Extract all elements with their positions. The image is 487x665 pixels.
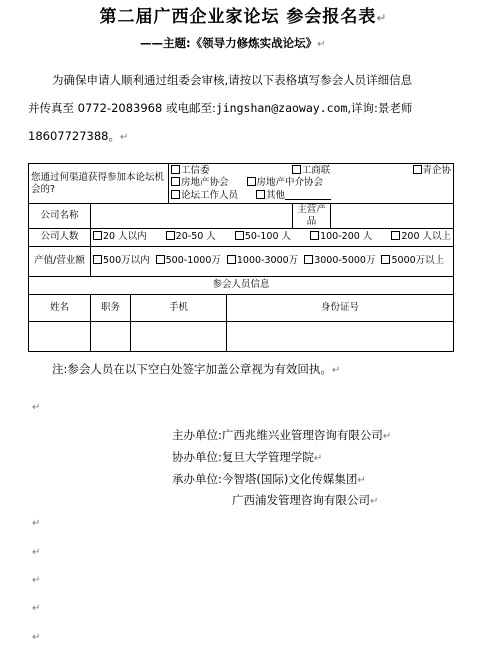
headcount-options-cell xyxy=(91,228,454,246)
attendee-entry-row xyxy=(29,321,454,351)
host-name: 广西兆维兴业管理咨询有限公司 xyxy=(221,428,383,442)
paragraph-mark-icon: ↵ xyxy=(331,365,341,376)
column-phone-header: 手机 xyxy=(131,294,227,321)
channel-option[interactable] xyxy=(171,165,210,177)
phone-entry-cell[interactable] xyxy=(131,321,227,351)
intro-fax-text: 并传真至 0772-2083968 或电邮至: xyxy=(28,101,216,115)
option-label: 3000-5000万 xyxy=(314,254,376,266)
intro-phone: 18607727388。 xyxy=(28,129,120,143)
blank-line-mark: ↵ xyxy=(32,547,41,558)
checkbox-icon xyxy=(227,255,236,264)
paragraph-mark-icon: ↵ xyxy=(357,475,366,486)
checkbox-icon xyxy=(391,231,400,240)
main-products-label: 主营产品 xyxy=(293,204,331,229)
channel-option[interactable] xyxy=(171,177,229,189)
headcount-option[interactable] xyxy=(166,231,216,243)
revenue-option[interactable] xyxy=(381,255,444,268)
paragraph-mark-icon: ↵ xyxy=(382,431,392,442)
checkbox-icon xyxy=(292,165,301,174)
channel-options-cell xyxy=(169,164,454,204)
attendee-header-row xyxy=(29,294,454,321)
undertake-name-2: 广西浦发管理咨询有限公司 xyxy=(232,493,370,507)
company-name-field[interactable] xyxy=(91,204,293,229)
channel-option-other[interactable] xyxy=(256,190,331,202)
document-subtitle xyxy=(140,35,326,51)
option-label: 200 人以上 xyxy=(401,231,452,243)
intro-line-3 xyxy=(28,128,128,144)
headcount-option[interactable] xyxy=(391,231,451,243)
co-label: 协办单位: xyxy=(172,450,222,464)
revenue-option[interactable] xyxy=(93,255,150,268)
checkbox-icon xyxy=(256,190,265,199)
column-name-header: 姓名 xyxy=(29,294,91,321)
checkbox-icon xyxy=(381,255,390,264)
option-label: 房地产协会 xyxy=(181,177,229,189)
intro-contact-text: ,详询:景老师 xyxy=(347,101,413,115)
option-label: 房地产中介协会 xyxy=(256,177,324,189)
paragraph-mark-icon: ↵ xyxy=(119,132,129,143)
option-label: 20 人以内 xyxy=(103,231,147,243)
host-label: 主办单位: xyxy=(172,428,222,442)
option-label: 1000-3000万 xyxy=(236,254,299,266)
revenue-options-cell xyxy=(91,246,454,276)
main-products-field[interactable] xyxy=(331,204,454,229)
option-label: 青企协 xyxy=(422,164,452,176)
contact-email-link[interactable]: jingshan@zaoway.com xyxy=(215,101,348,115)
intro-line-2 xyxy=(28,100,412,116)
undertake-label: 承办单位: xyxy=(172,472,222,486)
option-label: 论坛工作人员 xyxy=(181,189,239,201)
attendee-section-row xyxy=(29,276,454,294)
title-text: 第二届广西企业家论坛 参会报名表 xyxy=(99,7,377,27)
host-organizer xyxy=(172,427,391,443)
checkbox-icon xyxy=(304,255,313,264)
blank-line-mark: ↵ xyxy=(32,632,41,643)
headcount-row xyxy=(29,228,454,246)
paragraph-mark-icon: ↵ xyxy=(317,39,326,50)
option-label: 工信委 xyxy=(181,164,210,176)
company-row xyxy=(29,204,454,229)
headcount-label: 公司人数 xyxy=(29,228,91,246)
option-label: 50-100 人 xyxy=(244,231,292,243)
option-label: 500万以内 xyxy=(103,254,150,266)
option-label: 500-1000万 xyxy=(165,254,221,266)
undertake-organizer xyxy=(172,471,366,487)
headcount-option[interactable] xyxy=(310,231,372,243)
option-label: 工商联 xyxy=(301,164,331,176)
checkbox-icon xyxy=(310,231,319,240)
company-name-label: 公司名称 xyxy=(29,204,91,229)
channel-row xyxy=(29,164,454,204)
checkbox-icon xyxy=(235,231,244,240)
revenue-row xyxy=(29,246,454,276)
subtitle-text: ——主题:《领导力修炼实战论坛》 xyxy=(140,36,318,50)
channel-option[interactable] xyxy=(247,177,324,189)
blank-line-mark: ↵ xyxy=(32,575,41,586)
channel-option[interactable] xyxy=(171,190,238,202)
undertake-name-1: 今智塔(国际)文化传媒集团 xyxy=(221,472,358,486)
channel-question-cell: 您通过何渠道获得参加本论坛机会的? xyxy=(29,164,169,204)
checkbox-icon xyxy=(171,190,180,199)
note-text: 注:参会人员在以下空白处签字加盖公章视为有效回执。 xyxy=(52,362,332,376)
revenue-option[interactable] xyxy=(304,255,375,268)
position-entry-cell[interactable] xyxy=(91,321,131,351)
paragraph-mark-icon: ↵ xyxy=(376,11,388,25)
revenue-label: 产值/营业额 xyxy=(29,246,91,276)
name-entry-cell[interactable] xyxy=(29,321,91,351)
checkbox-icon xyxy=(171,177,180,186)
checkbox-icon xyxy=(156,255,165,264)
paragraph-mark-icon: ↵ xyxy=(313,453,323,464)
headcount-option[interactable] xyxy=(93,231,147,243)
signature-note xyxy=(52,361,340,377)
checkbox-icon xyxy=(93,231,102,240)
option-label: 100-200 人 xyxy=(320,231,373,243)
revenue-option[interactable] xyxy=(156,255,221,268)
column-id-header: 身份证号 xyxy=(227,294,454,321)
option-label: 20-50 人 xyxy=(175,231,216,243)
id-entry-cell[interactable] xyxy=(227,321,454,351)
co-name: 复旦大学管理学院 xyxy=(221,450,314,464)
other-blank-line[interactable] xyxy=(285,191,331,200)
blank-line-mark: ↵ xyxy=(32,603,41,614)
undertake-organizer-2 xyxy=(232,492,378,508)
checkbox-icon xyxy=(93,255,102,264)
option-label: 其他 xyxy=(266,189,286,201)
registration-form-table xyxy=(28,163,454,352)
checkbox-icon xyxy=(166,231,175,240)
checkbox-icon xyxy=(171,165,180,174)
revenue-option[interactable] xyxy=(227,255,298,268)
checkbox-icon xyxy=(247,177,256,186)
headcount-option[interactable] xyxy=(235,231,291,243)
intro-line-1: 为确保申请人顺利通过组委会审核,请按以下表格填写参会人员详细信息 xyxy=(52,73,413,87)
blank-line-mark: ↵ xyxy=(32,518,41,529)
channel-option[interactable] xyxy=(413,165,452,177)
option-label: 5000万以上 xyxy=(391,254,445,266)
blank-line-mark: ↵ xyxy=(32,402,41,413)
co-organizer xyxy=(172,449,322,465)
paragraph-mark-icon: ↵ xyxy=(370,496,379,507)
column-position-header: 职务 xyxy=(91,294,131,321)
attendee-section-header: 参会人员信息 xyxy=(29,276,454,294)
checkbox-icon xyxy=(413,165,422,174)
document-title xyxy=(0,2,487,27)
channel-option[interactable] xyxy=(292,165,331,177)
